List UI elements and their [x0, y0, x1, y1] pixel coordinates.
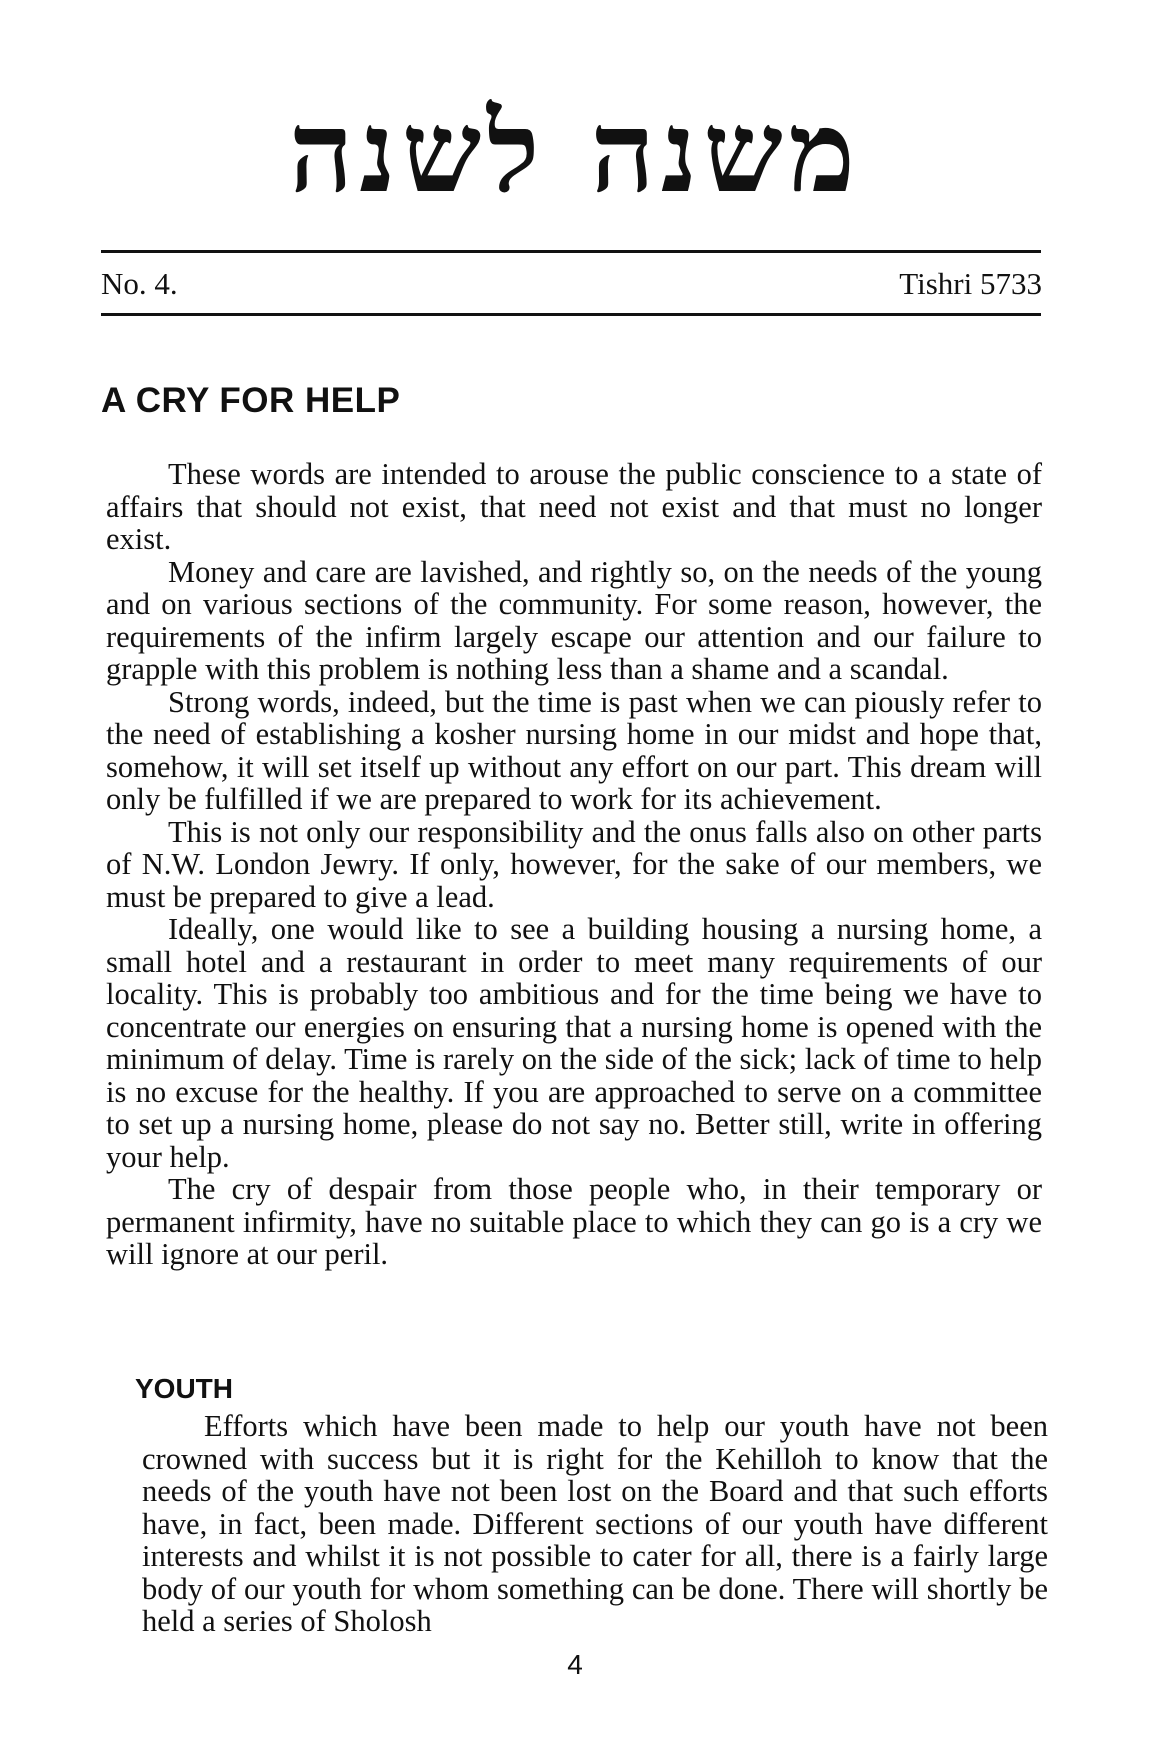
- masthead-top-rule: [101, 250, 1041, 253]
- article-paragraph: Ideally, one would like to see a building housing a nursing home, a small hotel and a restaurant in order to meet many requirements of our locality. This is probably too ambitious and for the time being we have to concentrate our energies on ensuring that a nursing home is opened with the minimum of delay. Time is rarely on the side of the sick; lack of time to help is no excuse for the healthy. If you are approached to serve on a committee to set up a nursing home, please do not say no. Better still, write in offering your help.: [106, 912, 1042, 1174]
- article-paragraph: These words are intended to arouse the public conscience to a state of affairs that should not exist, that need not exist and that must no longer exist.: [106, 457, 1042, 556]
- masthead-bottom-rule: [101, 313, 1041, 316]
- article-paragraph: Strong words, indeed, but the time is past when we can piously refer to the need of establishing a kosher nursing home in our midst and hope that, somehow, it will set itself up without any effort on our part. This dream will only be fulfilled if we are prepared to work for its achievement.: [106, 684, 1042, 816]
- article-paragraph: The cry of despair from those people who, in their temporary or permanent infirmity, have no suitable place to which they can go is a cry we will ignore at our peril.: [106, 1172, 1042, 1271]
- page-number: 4: [567, 1649, 583, 1680]
- article-body: [106, 458, 1042, 1271]
- article-paragraph: This is not only our responsibility and the onus falls also on other parts of N.W. London Jewry. If only, however, for the sake of our members, we must be prepared to give a lead.: [106, 814, 1042, 914]
- article-title: A CRY FOR HELP: [101, 381, 401, 420]
- youth-paragraph: Efforts which have been made to help our youth have not been crowned with success but it is right for the Kehilloh to know that the needs of the youth have not been lost on the Board and that such efforts have, in fact, been made. Different sections of our youth have different interests and whilst it is not possible to cater for all, there is a fairly large body of our youth for whom something can be done. There will shortly be held a series of Sholosh: [142, 1409, 1048, 1638]
- article-paragraph: Money and care are lavished, and rightly so, on the needs of the young and on various sections of the community. For some reason, however, the requirements of the infirm largely escape our attention and our failure to grapple with this problem is nothing less than a shame and a scandal.: [106, 554, 1042, 686]
- youth-heading: YOUTH: [135, 1373, 233, 1404]
- issue-date: Tishri 5733: [899, 266, 1042, 301]
- masthead-hebrew-title: משנה לשנה: [288, 87, 862, 218]
- issue-number: No. 4.: [101, 266, 178, 301]
